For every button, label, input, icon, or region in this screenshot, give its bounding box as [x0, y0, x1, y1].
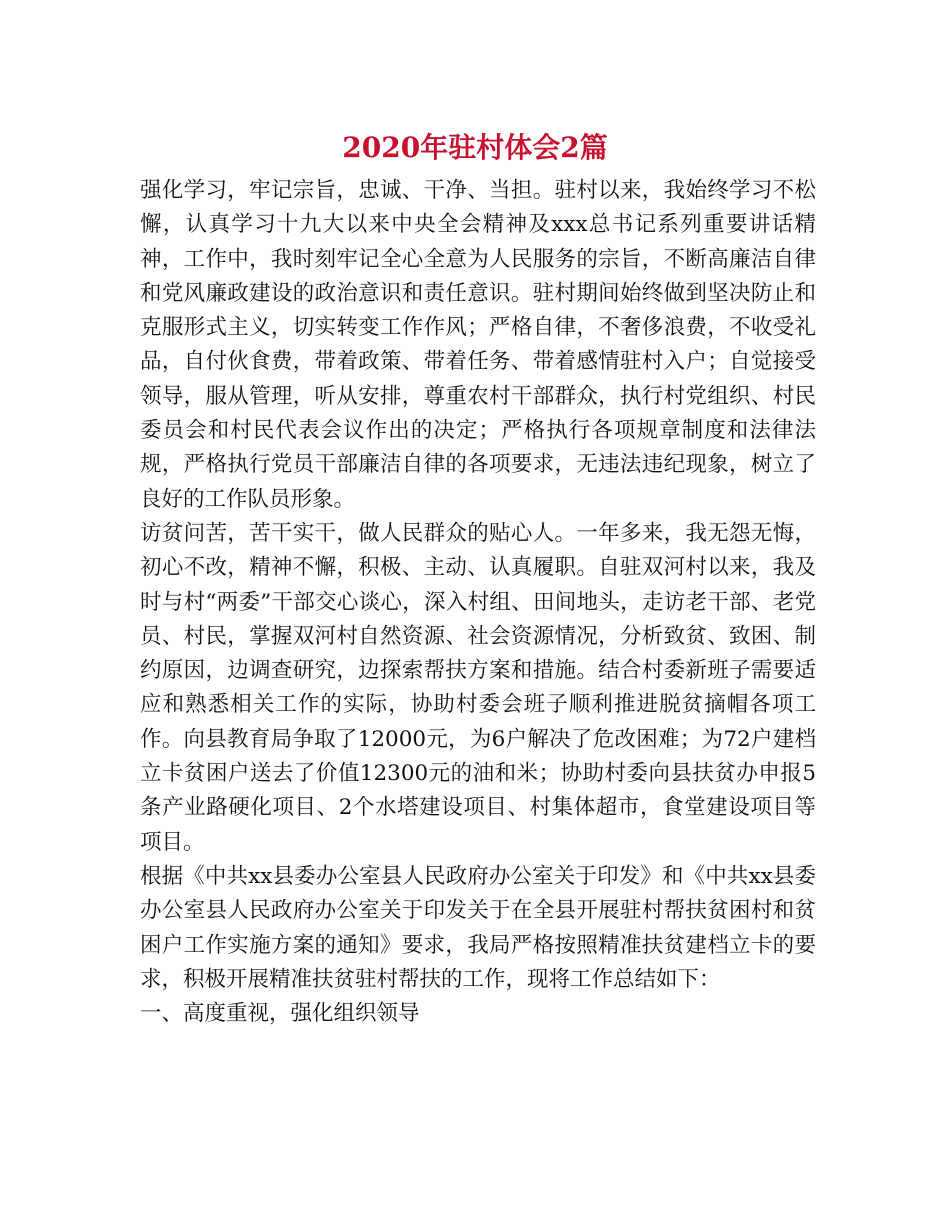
paragraph-poverty-visits: 访贫问苦，苦干实干，做人民群众的贴心人。一年多来，我无怨无悔，初心不改，精神不懈，积极、主动、认真履职。自驻双河村以来，我及时与村“两委”干部交心谈心，深入村组、田间地头，走访老干部、老党员、村民，掌握双河村自然资源、社会资源情况，分析致贫、致困、制约原因，边调查研究，边探索帮扶方案和措施。结合村委新班子需要适应和熟悉相关工作的实际，协助村委会班子顺利推进脱贫摘帽各项工作。向县教育局争取了12000元，为6户解决了危改困难；为72户建档立卡贫困户送去了价值12300元的油和米；协助村委向县扶贫办申报5条产业路硬化项目、2个水塔建设项目、村集体超市，食堂建设项目等项目。 [140, 520, 816, 855]
paragraph-discipline: 强化学习，牢记宗旨，忠诚、干净、当担。驻村以来，我始终学习不松懈，认真学习十九大以来中央全会精神及xxx总书记系列重要讲话精神，工作中，我时刻牢记全心全意为人民服务的宗旨，不断高廉洁自律和党风廉政建设的政治意识和责任意识。驻村期间始终做到坚决防止和克服形式主义，切实转变工作作风；严格自律，不奢侈浪费，不收受礼品，自付伙食费，带着政策、带着任务、带着感情驻村入户；自觉接受领导，服从管理，听从安排，尊重农村干部群众，执行村党组织、村民委员会和村民代表会议作出的决定；严格执行各项规章制度和法律法规，严格执行党员干部廉洁自律的各项要求，无违法违纪现象，树立了良好的工作队员形象。 [140, 178, 816, 512]
section-heading-1: 一、高度重视，强化组织领导 [140, 1001, 420, 1027]
paragraph-work-summary-intro: 根据《中共xx县委办公室县人民政府办公室关于印发》和《中共xx县委办公室县人民政府办公室关于印发关于在全县开展驻村帮扶贫困村和贫困户工作实施方案的通知》要求，我局严格按照精准扶贫建档立卡的要求，积极开展精准扶贫驻村帮扶的工作，现将工作总结如下： [140, 863, 816, 992]
document-title: 2020年驻村体会2篇 [342, 131, 608, 164]
document-body [140, 174, 816, 1031]
